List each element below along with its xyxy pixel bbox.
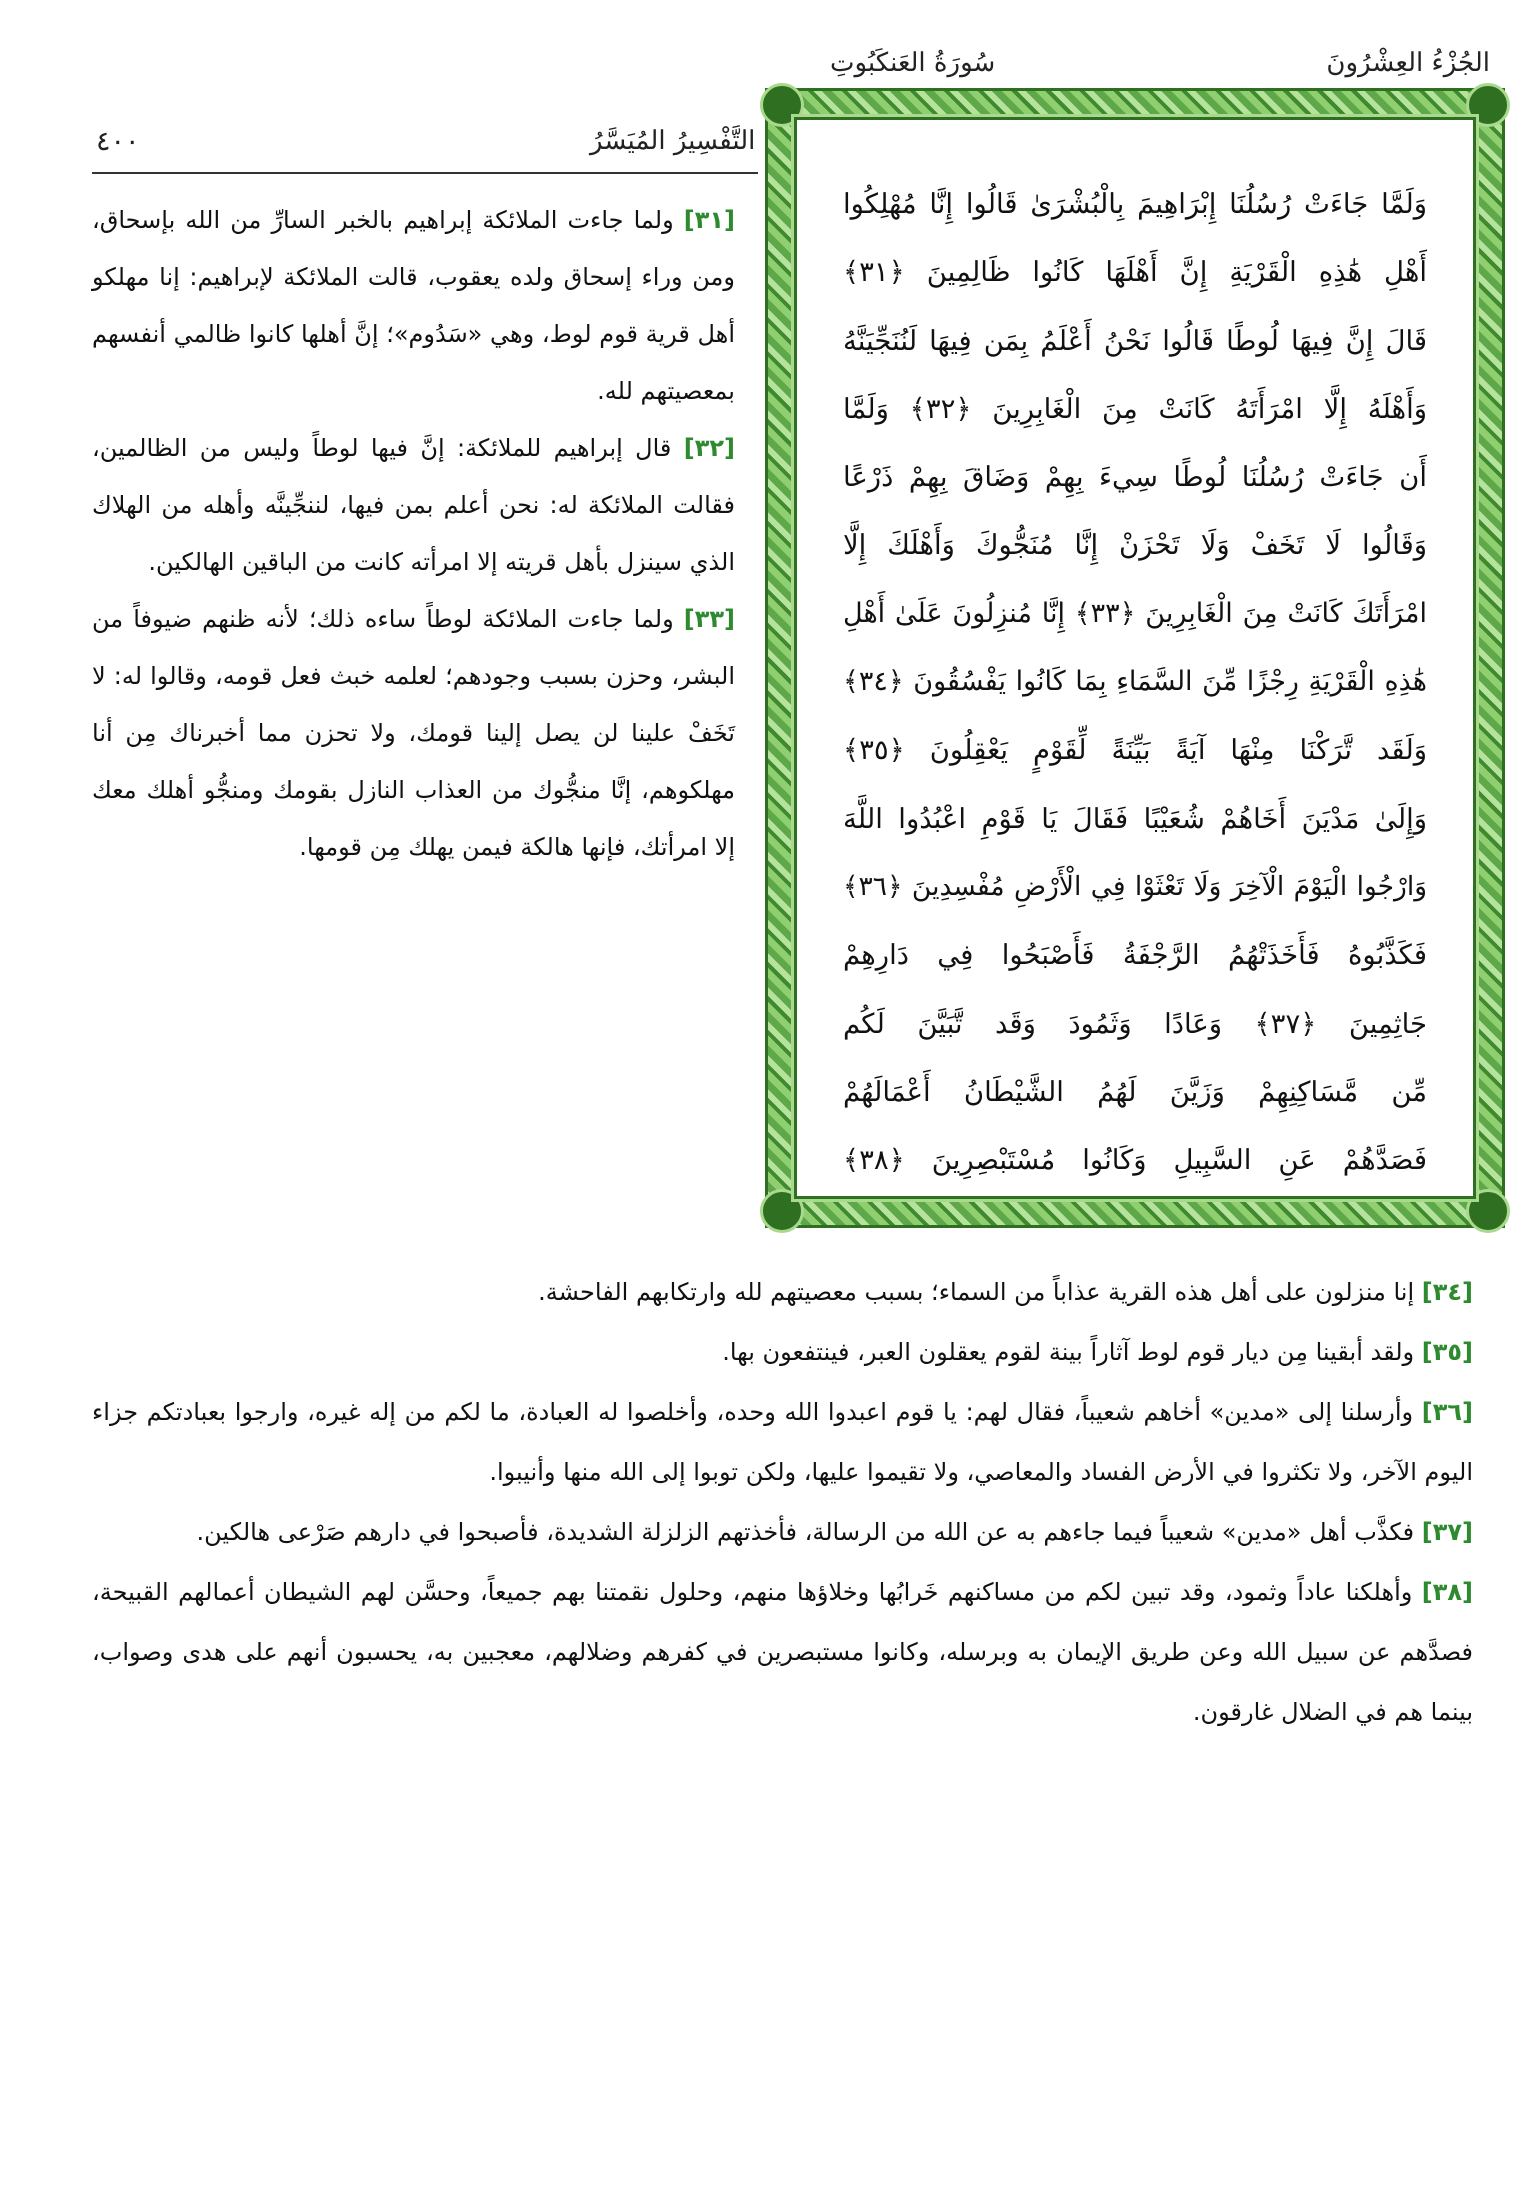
quran-verses — [843, 170, 1428, 1177]
header-rule — [92, 172, 758, 174]
tafsir-text: فكذَّب أهل «مدين» شعيباً فيما جاءهم به عن الله من الرسالة، فأخذتهم الزلزلة الشديدة، فأصبحوا في دارهم صَرْعى هالكين. — [196, 1518, 1422, 1546]
quran-line: جَاثِمِينَ ﴿٣٧﴾ وَعَادًا وَثَمُودَ وَقَد تَّبَيَّنَ لَكُم — [843, 1007, 1427, 1040]
tafsir-text: إنا منزلون على أهل هذه القرية عذاباً من السماء؛ بسبب معصيتهم لله وارتكابهم الفاحشة. — [538, 1278, 1422, 1306]
quran-line: وَقَالُوا لَا تَخَفْ وَلَا تَحْزَنْ إِنَّا مُنَجُّوكَ وَأَهْلَكَ إِلَّا — [843, 529, 1427, 562]
quran-line: وَإِلَىٰ مَدْيَنَ أَخَاهُمْ شُعَيْبًا فَقَالَ يَا قَوْمِ اعْبُدُوا اللَّهَ — [843, 802, 1427, 835]
quran-line: وَلَقَد تَّرَكْنَا مِنْهَا آيَةً بَيِّنَةً لِّقَوْمٍ يَعْقِلُونَ ﴿٣٥﴾ — [843, 734, 1427, 767]
verse-number-badge: [٣٣] — [683, 605, 735, 633]
quran-line: قَالَ إِنَّ فِيهَا لُوطًا قَالُوا نَحْنُ أَعْلَمُ بِمَن فِيهَا لَنُنَجِّيَنَّهُ — [843, 324, 1427, 357]
quran-line: فَصَدَّهُمْ عَنِ السَّبِيلِ وَكَانُوا مُسْتَبْصِرِينَ ﴿٣٨﴾ — [843, 1144, 1427, 1177]
verse-number-badge: [٣٢] — [683, 434, 735, 462]
quran-line: هَٰذِهِ الْقَرْيَةِ رِجْزًا مِّنَ السَّمَاءِ بِمَا كَانُوا يَفْسُقُونَ ﴿٣٤﴾ — [843, 666, 1427, 698]
surah-header: سُورَةُ العَنكَبُوتِ — [830, 48, 996, 78]
tafsir-paragraph — [92, 1322, 1473, 1382]
tafsir-text: وأرسلنا إلى «مدين» أخاهم شعيباً، فقال لهم: يا قوم اعبدوا الله وحده، وأخلصوا له العبادة، ما لكم من إله غيره، وارجوا بعبادتكم جزاء اليوم الآخر، ولا تكثروا في الأرض الفساد والمعاصي، ولا تقيموا عليها، ولكن توبوا إلى الله منها وأنيبوا. — [92, 1398, 1473, 1486]
quran-line: وَلَمَّا جَاءَتْ رُسُلُنَا إِبْرَاهِيمَ بِالْبُشْرَىٰ قَالُوا إِنَّا مُهْلِكُوا — [843, 188, 1427, 220]
tafsir-column — [92, 192, 735, 876]
tafsir-paragraph — [92, 1502, 1473, 1562]
quran-line: أَهْلِ هَٰذِهِ الْقَرْيَةِ إِنَّ أَهْلَهَا كَانُوا ظَالِمِينَ ﴿٣١﴾ — [843, 256, 1427, 289]
tafsir-text: ولما جاءت الملائكة لوطاً ساءه ذلك؛ لأنه ظنهم ضيوفاً من البشر، وحزن بسبب وجودهم؛ لعلمه خبث فعل قومه، وقالوا له: لا تَخَفْ علينا لن يصل إلينا قومك، ولا تحزن مما أخبرناك مِن أنا مهلكوهم، إنَّا منجُّوك من العذاب النازل بقومك ومنجُّو أهلك معك إلا امرأتك، فإنها هالكة فيمن يهلك مِن قومها. — [92, 605, 735, 861]
tafsir-paragraph — [92, 1562, 1473, 1742]
tafsir-text: وأهلكنا عاداً وثمود، وقد تبين لكم من مساكنهم خَرابُها وخلاؤها منهم، وحلول نقمتنا بهم جميعاً، وحسَّن لهم الشيطان أعمالهم القبيحة، فصدَّهم عن سبيل الله وعن طريق الإيمان به وبرسله، وكانوا مستبصرين في كفرهم وضلالهم، معجبين به، يحسبون أنهم على هدى وصواب، بينما هم في الضلال غارقون. — [92, 1578, 1473, 1726]
tafsir-text: ولما جاءت الملائكة إبراهيم بالخبر السارِّ من الله بإسحاق، ومن وراء إسحاق ولده يعقوب، قالت الملائكة لإبراهيم: إنا مهلكو أهل قرية قوم لوط، وهي «سَدُوم»؛ إنَّ أهلها كانوا ظالمي أنفسهم بمعصيتهم لله. — [92, 206, 735, 405]
verse-number-badge: [٣٤] — [1421, 1278, 1473, 1306]
quran-line: مِّن مَّسَاكِنِهِمْ وَزَيَّنَ لَهُمُ الشَّيْطَانُ أَعْمَالَهُمْ — [843, 1075, 1427, 1108]
verse-number-badge: [٣٨] — [1421, 1578, 1473, 1606]
page-number: ٤٠٠ — [96, 126, 140, 157]
tafsir-text: ولقد أبقينا مِن ديار قوم لوط آثاراً بينة لقوم يعقلون العبر، فينتفعون بها. — [722, 1338, 1422, 1366]
quran-text-area — [794, 117, 1476, 1199]
juz-header: الجُزْءُ العِشْرُونَ — [1326, 48, 1490, 78]
tafsir-wide — [92, 1262, 1473, 1742]
quran-line: أَن جَاءَتْ رُسُلُنَا لُوطًا سِيءَ بِهِمْ وَضَاقَ بِهِمْ ذَرْعًا — [843, 461, 1427, 494]
tafsir-paragraph — [92, 591, 735, 876]
quran-line: وَأَهْلَهُ إِلَّا امْرَأَتَهُ كَانَتْ مِنَ الْغَابِرِينَ ﴿٣٢﴾ وَلَمَّا — [843, 392, 1428, 425]
quran-line: امْرَأَتَكَ كَانَتْ مِنَ الْغَابِرِينَ ﴿٣٣﴾ إِنَّا مُنزِلُونَ عَلَىٰ أَهْلِ — [843, 597, 1427, 629]
tafsir-title: التَّفْسِيرُ المُيَسَّرُ — [590, 126, 756, 156]
tafsir-paragraph — [92, 1262, 1473, 1322]
quran-frame — [765, 88, 1505, 1228]
quran-line: فَكَذَّبُوهُ فَأَخَذَتْهُمُ الرَّجْفَةُ فَأَصْبَحُوا فِي دَارِهِمْ — [843, 939, 1427, 972]
verse-number-badge: [٣٧] — [1421, 1518, 1473, 1546]
verse-number-badge: [٣١] — [683, 206, 735, 234]
tafsir-text: قال إبراهيم للملائكة: إنَّ فيها لوطاً وليس من الظالمين، فقالت الملائكة له: نحن أعلم بمن فيها، لننجِّينَّه وأهله من الهلاك الذي سينزل بأهل قريته إلا امرأته كانت من الباقين الهالكين. — [92, 434, 735, 576]
verse-number-badge: [٣٥] — [1421, 1338, 1473, 1366]
verse-number-badge: [٣٦] — [1421, 1398, 1473, 1426]
tafsir-paragraph — [92, 420, 735, 591]
tafsir-paragraph — [92, 1382, 1473, 1502]
quran-line: وَارْجُوا الْيَوْمَ الْآخِرَ وَلَا تَعْثَوْا فِي الْأَرْضِ مُفْسِدِينَ ﴿٣٦﴾ — [843, 870, 1427, 902]
tafsir-paragraph — [92, 192, 735, 420]
